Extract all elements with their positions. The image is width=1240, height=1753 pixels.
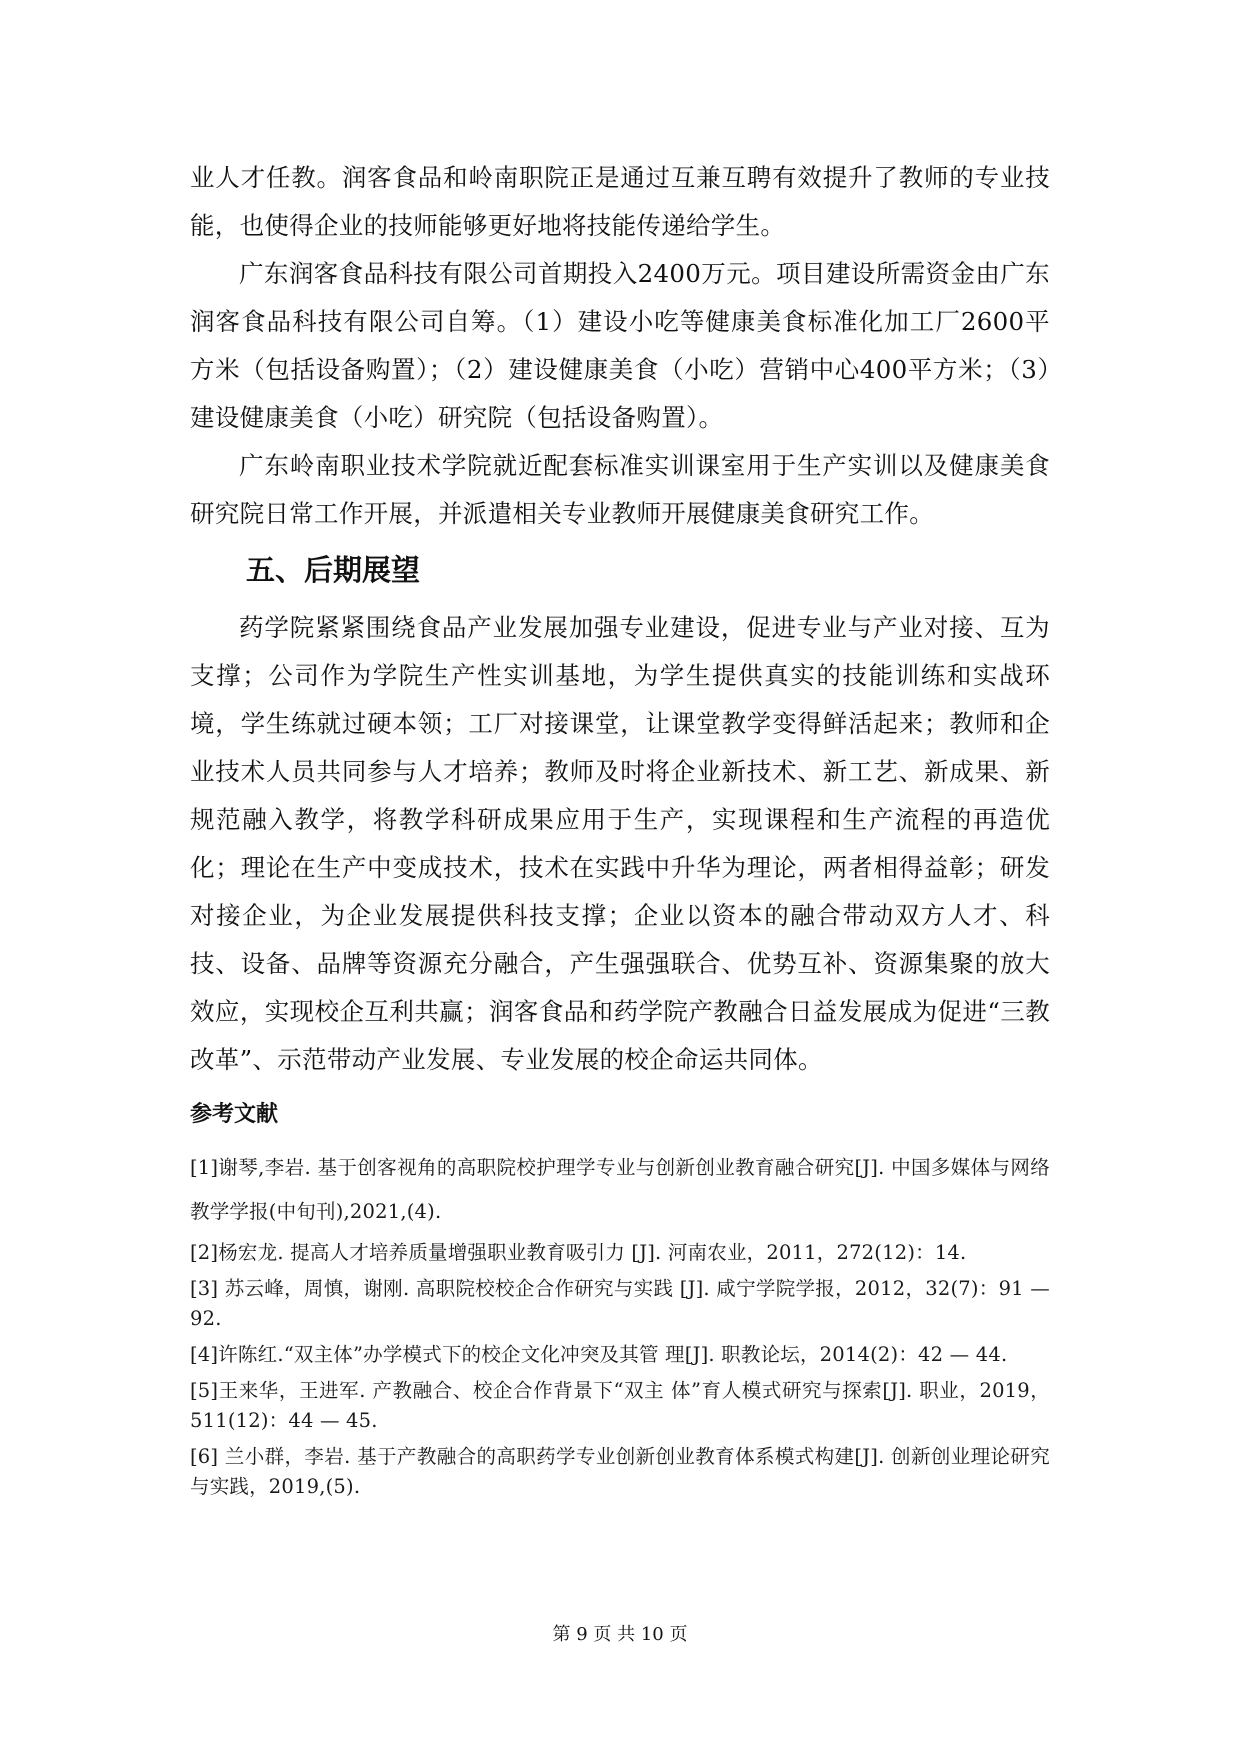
reference-item: [1]谢琴,李岩. 基于创客视角的高职院校护理学专业与创新创业教育融合研究[J]. 中国多媒体与网络教学学报(中旬刊),2021,(4). bbox=[190, 1156, 1050, 1223]
body-paragraph: 业人才任教。润客食品和岭南职院正是通过互兼互聘有效提升了教师的专业技能，也使得企业的技师能够更好地将技能传递给学生。 bbox=[190, 163, 1050, 240]
reference-item: [5]王来华，王进军. 产教融合、校企合作背景下“双主 体”育人模式研究与探索[J]. 职业，2019，511(12)：44 — 45. bbox=[190, 1379, 1050, 1432]
references-list bbox=[190, 1146, 1050, 1508]
reference-item: [3] 苏云峰，周慎，谢刚. 高职院校校企合作研究与实践 [J]. 咸宁学院学报，2012，32(7)：91 — 92. bbox=[190, 1277, 1050, 1330]
reference-item: [4]许陈红.“双主体”办学模式下的校企文化冲突及其管 理[J]. 职教论坛，2014(2)：42 — 44. bbox=[190, 1343, 1008, 1366]
page-number-footer: 第 9 页 共 10 页 bbox=[552, 1624, 688, 1645]
body-paragraph: 药学院紧紧围绕食品产业发展加强专业建设，促进专业与产业对接、互为支撑；公司作为学院生产性实训基地，为学生提供真实的技能训练和实战环境，学生练就过硬本领；工厂对接课堂，让课堂教学变得鲜活起来；教师和企业技术人员共同参与人才培养；教师及时将企业新技术、新工艺、新成果、新规范融入教学，将教学科研成果应用于生产，实现课程和生产流程的再造优化；理论在生产中变成技术，技术在实践中升华为理论，两者相得益彰；研发对接企业，为企业发展提供科技支撑；企业以资本的融合带动双方人才、科技、设备、品牌等资源充分融合，产生强强联合、优势互补、资源集聚的放大效应，实现校企互利共赢；润客食品和药学院产教融合日益发展成为促进“三教改革”、示范带动产业发展、专业发展的校企命运共同体。 bbox=[190, 613, 1050, 1074]
body-paragraph: 广东岭南职业技术学院就近配套标准实训课室用于生产实训以及健康美食研究院日常工作开展，并派遣相关专业教师开展健康美食研究工作。 bbox=[190, 451, 1050, 528]
reference-item: [2]杨宏龙. 提高人才培养质量增强职业教育吸引力 [J]. 河南农业，2011，272(12)：14. bbox=[190, 1241, 967, 1264]
references-title: 参考文献 bbox=[190, 1102, 279, 1127]
section-heading: 五、后期展望 bbox=[246, 553, 421, 587]
body-paragraph: 广东润客食品科技有限公司首期投入2400万元。项目建设所需资金由广东润客食品科技有限公司自筹。（1）建设小吃等健康美食标准化加工厂2600平方米（包括设备购置）；（2）建设健康美食（小吃）营销中心400平方米；（3）建设健康美食（小吃）研究院（包括设备购置）。 bbox=[190, 259, 1050, 432]
reference-item: [6] 兰小群，李岩. 基于产教融合的高职药学专业创新创业教育体系模式构建[J]. 创新创业理论研究与实践，2019,(5). bbox=[190, 1445, 1050, 1498]
